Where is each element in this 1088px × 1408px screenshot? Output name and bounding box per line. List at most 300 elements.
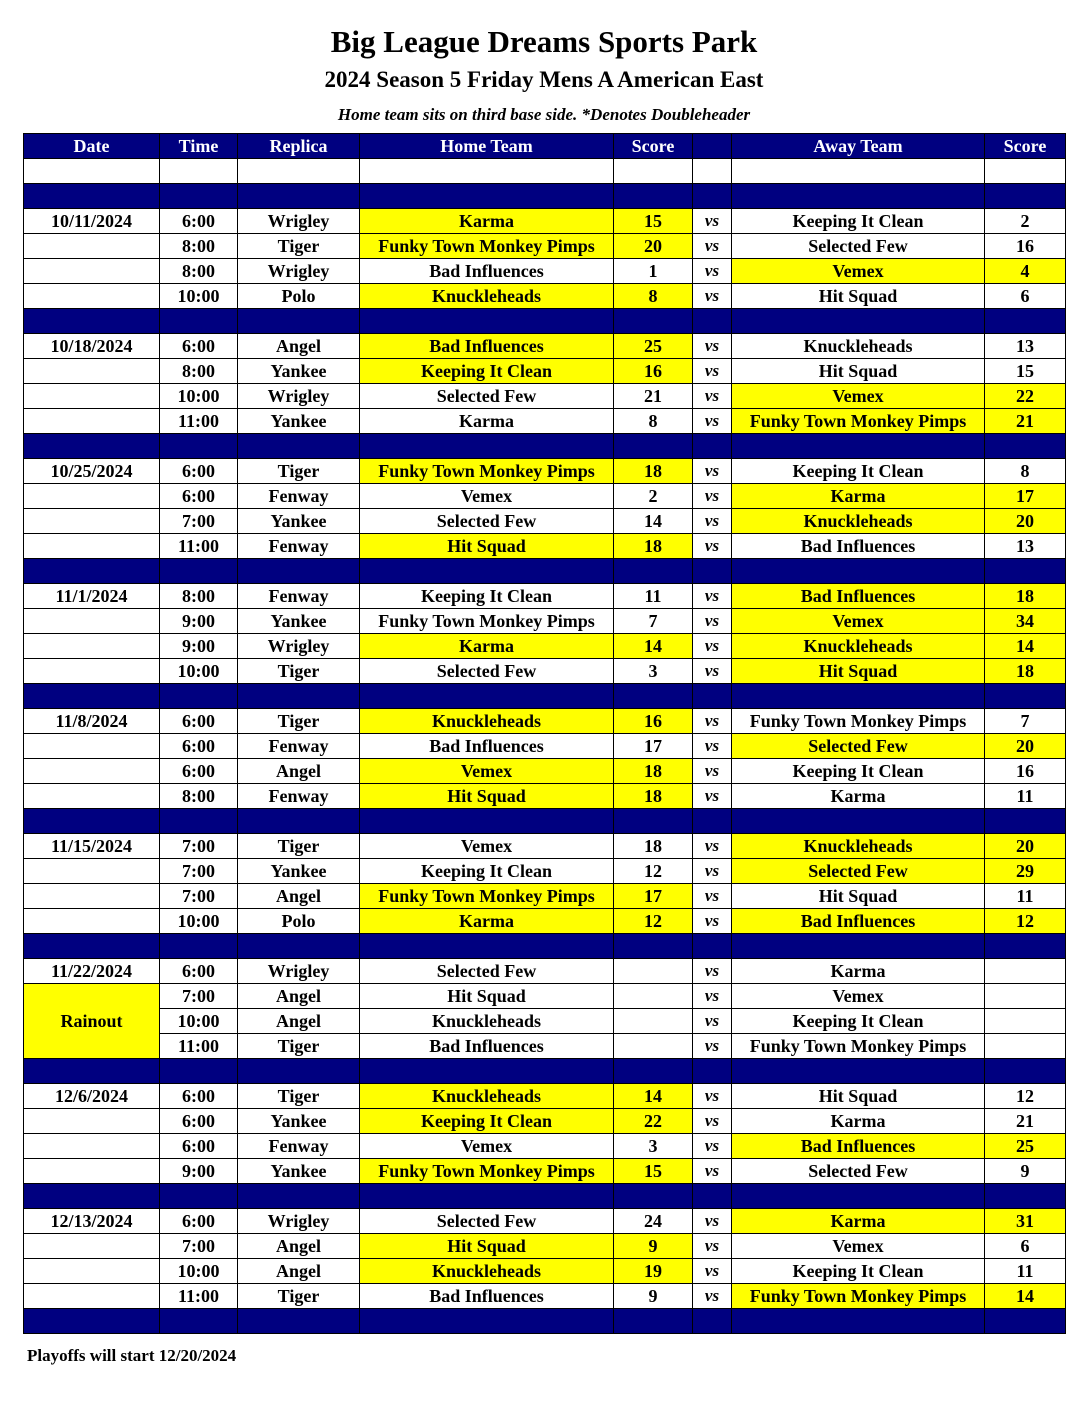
date-cell	[24, 509, 160, 534]
away-team-cell: Bad Influences	[732, 1134, 985, 1159]
home-score-cell: 16	[614, 709, 693, 734]
vs-cell: vs	[693, 209, 732, 234]
home-score-cell: 17	[614, 734, 693, 759]
away-score-cell: 11	[985, 1259, 1066, 1284]
replica-cell: Tiger	[238, 1084, 360, 1109]
replica-cell: Angel	[238, 759, 360, 784]
home-score-cell: 18	[614, 834, 693, 859]
time-cell: 6:00	[160, 1134, 238, 1159]
vs-cell: vs	[693, 784, 732, 809]
home-score-cell	[614, 1034, 693, 1059]
week-separator	[24, 809, 1066, 834]
time-cell: 11:00	[160, 534, 238, 559]
replica-cell: Tiger	[238, 834, 360, 859]
away-score-cell: 18	[985, 584, 1066, 609]
replica-cell: Angel	[238, 1234, 360, 1259]
vs-cell: vs	[693, 1109, 732, 1134]
home-team-cell: Karma	[360, 409, 614, 434]
away-score-cell: 16	[985, 759, 1066, 784]
away-score-cell: 20	[985, 509, 1066, 534]
week-separator	[24, 1059, 1066, 1084]
away-score-cell: 15	[985, 359, 1066, 384]
home-team-cell: Selected Few	[360, 509, 614, 534]
away-score-cell: 2	[985, 209, 1066, 234]
home-team-cell: Knuckleheads	[360, 284, 614, 309]
home-score-cell	[614, 959, 693, 984]
game-row	[24, 834, 1066, 859]
home-team-cell: Hit Squad	[360, 1234, 614, 1259]
vs-cell: vs	[693, 909, 732, 934]
game-row	[24, 359, 1066, 384]
game-row	[24, 909, 1066, 934]
replica-cell: Yankee	[238, 409, 360, 434]
time-cell: 6:00	[160, 1084, 238, 1109]
game-row	[24, 534, 1066, 559]
time-cell: 10:00	[160, 909, 238, 934]
game-row	[24, 984, 1066, 1009]
vs-cell: vs	[693, 859, 732, 884]
time-cell: 8:00	[160, 784, 238, 809]
col-header-replica: Replica	[238, 134, 360, 159]
away-score-cell: 21	[985, 1109, 1066, 1134]
vs-cell: vs	[693, 509, 732, 534]
replica-cell: Fenway	[238, 484, 360, 509]
home-team-cell: Hit Squad	[360, 984, 614, 1009]
game-row	[24, 1109, 1066, 1134]
home-team-cell: Hit Squad	[360, 784, 614, 809]
home-score-cell: 17	[614, 884, 693, 909]
away-score-cell: 12	[985, 1084, 1066, 1109]
home-team-cell: Knuckleheads	[360, 709, 614, 734]
vs-cell: vs	[693, 459, 732, 484]
time-cell: 7:00	[160, 1234, 238, 1259]
vs-cell: vs	[693, 334, 732, 359]
game-row	[24, 659, 1066, 684]
rainout-cell: Rainout	[24, 984, 160, 1059]
home-team-cell: Keeping It Clean	[360, 584, 614, 609]
away-team-cell: Keeping It Clean	[732, 209, 985, 234]
vs-cell: vs	[693, 1084, 732, 1109]
vs-cell: vs	[693, 1234, 732, 1259]
vs-cell: vs	[693, 734, 732, 759]
replica-cell: Yankee	[238, 859, 360, 884]
away-score-cell	[985, 1009, 1066, 1034]
away-team-cell: Funky Town Monkey Pimps	[732, 1034, 985, 1059]
home-score-cell: 18	[614, 459, 693, 484]
away-team-cell: Hit Squad	[732, 884, 985, 909]
game-row	[24, 1159, 1066, 1184]
away-team-cell: Knuckleheads	[732, 334, 985, 359]
vs-cell: vs	[693, 659, 732, 684]
time-cell: 10:00	[160, 659, 238, 684]
replica-cell: Fenway	[238, 584, 360, 609]
away-team-cell: Karma	[732, 784, 985, 809]
home-score-cell: 9	[614, 1284, 693, 1309]
vs-cell: vs	[693, 609, 732, 634]
game-row	[24, 709, 1066, 734]
replica-cell: Wrigley	[238, 384, 360, 409]
vs-cell: vs	[693, 984, 732, 1009]
game-row	[24, 384, 1066, 409]
away-score-cell: 9	[985, 1159, 1066, 1184]
replica-cell: Angel	[238, 884, 360, 909]
away-score-cell: 31	[985, 1209, 1066, 1234]
week-separator	[24, 684, 1066, 709]
away-score-cell	[985, 984, 1066, 1009]
away-team-cell: Hit Squad	[732, 1084, 985, 1109]
replica-cell: Wrigley	[238, 209, 360, 234]
time-cell: 7:00	[160, 859, 238, 884]
col-header-home-team: Home Team	[360, 134, 614, 159]
game-row	[24, 884, 1066, 909]
replica-cell: Tiger	[238, 1034, 360, 1059]
away-team-cell: Keeping It Clean	[732, 1259, 985, 1284]
home-team-cell: Vemex	[360, 759, 614, 784]
game-row	[24, 1009, 1066, 1034]
vs-cell: vs	[693, 1159, 732, 1184]
date-cell: 12/6/2024	[24, 1084, 160, 1109]
date-cell	[24, 634, 160, 659]
time-cell: 11:00	[160, 1284, 238, 1309]
away-team-cell: Funky Town Monkey Pimps	[732, 709, 985, 734]
vs-cell: vs	[693, 1284, 732, 1309]
home-team-cell: Selected Few	[360, 384, 614, 409]
home-score-cell: 25	[614, 334, 693, 359]
home-score-cell: 12	[614, 909, 693, 934]
home-team-cell: Knuckleheads	[360, 1009, 614, 1034]
game-row	[24, 509, 1066, 534]
date-cell	[24, 659, 160, 684]
away-score-cell: 13	[985, 534, 1066, 559]
time-cell: 10:00	[160, 1259, 238, 1284]
away-score-cell: 14	[985, 634, 1066, 659]
replica-cell: Fenway	[238, 1134, 360, 1159]
away-team-cell: Karma	[732, 1209, 985, 1234]
away-score-cell	[985, 959, 1066, 984]
replica-cell: Yankee	[238, 509, 360, 534]
week-separator	[24, 309, 1066, 334]
week-separator	[24, 1184, 1066, 1209]
replica-cell: Fenway	[238, 734, 360, 759]
home-team-cell: Bad Influences	[360, 734, 614, 759]
date-cell	[24, 909, 160, 934]
away-team-cell: Vemex	[732, 609, 985, 634]
date-cell: 12/13/2024	[24, 1209, 160, 1234]
away-score-cell: 29	[985, 859, 1066, 884]
away-team-cell: Bad Influences	[732, 534, 985, 559]
away-team-cell: Selected Few	[732, 734, 985, 759]
date-cell	[24, 734, 160, 759]
time-cell: 6:00	[160, 709, 238, 734]
away-team-cell: Hit Squad	[732, 659, 985, 684]
col-header-away-team: Away Team	[732, 134, 985, 159]
date-cell	[24, 484, 160, 509]
home-score-cell: 8	[614, 284, 693, 309]
away-team-cell: Selected Few	[732, 1159, 985, 1184]
away-team-cell: Knuckleheads	[732, 834, 985, 859]
date-cell	[24, 534, 160, 559]
date-cell	[24, 1109, 160, 1134]
home-team-cell: Keeping It Clean	[360, 1109, 614, 1134]
home-team-cell: Knuckleheads	[360, 1259, 614, 1284]
away-score-cell: 21	[985, 409, 1066, 434]
time-cell: 6:00	[160, 209, 238, 234]
replica-cell: Angel	[238, 984, 360, 1009]
away-team-cell: Vemex	[732, 1234, 985, 1259]
game-row	[24, 209, 1066, 234]
away-score-cell: 25	[985, 1134, 1066, 1159]
home-team-cell: Funky Town Monkey Pimps	[360, 234, 614, 259]
home-score-cell: 8	[614, 409, 693, 434]
game-row	[24, 1084, 1066, 1109]
replica-cell: Wrigley	[238, 1209, 360, 1234]
home-score-cell: 20	[614, 234, 693, 259]
game-row	[24, 1209, 1066, 1234]
page-title: Big League Dreams Sports Park	[330, 24, 758, 59]
away-team-cell: Vemex	[732, 984, 985, 1009]
home-team-cell: Selected Few	[360, 959, 614, 984]
game-row	[24, 484, 1066, 509]
away-team-cell: Keeping It Clean	[732, 459, 985, 484]
date-cell: 10/11/2024	[24, 209, 160, 234]
schedule-note: Home team sits on third base side. *Denotes Doubleheader	[337, 105, 751, 124]
replica-cell: Wrigley	[238, 634, 360, 659]
date-cell	[24, 259, 160, 284]
away-score-cell: 6	[985, 1234, 1066, 1259]
away-team-cell: Karma	[732, 1109, 985, 1134]
date-cell	[24, 759, 160, 784]
replica-cell: Yankee	[238, 1159, 360, 1184]
game-row	[24, 1259, 1066, 1284]
time-cell: 11:00	[160, 409, 238, 434]
home-team-cell: Hit Squad	[360, 534, 614, 559]
game-row	[24, 734, 1066, 759]
date-cell	[24, 1134, 160, 1159]
game-row	[24, 259, 1066, 284]
away-score-cell: 18	[985, 659, 1066, 684]
vs-cell: vs	[693, 584, 732, 609]
schedule-table	[23, 133, 1066, 1334]
home-team-cell: Funky Town Monkey Pimps	[360, 884, 614, 909]
vs-cell: vs	[693, 234, 732, 259]
away-team-cell: Keeping It Clean	[732, 759, 985, 784]
home-score-cell: 22	[614, 1109, 693, 1134]
date-cell	[24, 359, 160, 384]
vs-cell: vs	[693, 359, 732, 384]
replica-cell: Yankee	[238, 359, 360, 384]
replica-cell: Angel	[238, 1259, 360, 1284]
time-cell: 7:00	[160, 884, 238, 909]
date-cell: 10/25/2024	[24, 459, 160, 484]
vs-cell: vs	[693, 484, 732, 509]
time-cell: 8:00	[160, 234, 238, 259]
home-team-cell: Keeping It Clean	[360, 859, 614, 884]
home-team-cell: Vemex	[360, 1134, 614, 1159]
away-team-cell: Hit Squad	[732, 284, 985, 309]
week-separator	[24, 184, 1066, 209]
away-team-cell: Selected Few	[732, 859, 985, 884]
date-cell: 11/1/2024	[24, 584, 160, 609]
away-score-cell: 20	[985, 734, 1066, 759]
vs-cell: vs	[693, 1209, 732, 1234]
date-cell	[24, 234, 160, 259]
home-score-cell: 14	[614, 634, 693, 659]
replica-cell: Tiger	[238, 1284, 360, 1309]
home-score-cell: 18	[614, 759, 693, 784]
home-score-cell: 3	[614, 1134, 693, 1159]
time-cell: 7:00	[160, 834, 238, 859]
time-cell: 6:00	[160, 459, 238, 484]
home-team-cell: Bad Influences	[360, 1284, 614, 1309]
away-score-cell: 16	[985, 234, 1066, 259]
replica-cell: Fenway	[238, 534, 360, 559]
game-row	[24, 584, 1066, 609]
date-cell	[24, 384, 160, 409]
page-subtitle: 2024 Season 5 Friday Mens A American East	[324, 67, 764, 92]
away-score-cell: 13	[985, 334, 1066, 359]
home-team-cell: Funky Town Monkey Pimps	[360, 459, 614, 484]
replica-cell: Yankee	[238, 609, 360, 634]
col-header-date: Date	[24, 134, 160, 159]
time-cell: 9:00	[160, 1159, 238, 1184]
away-score-cell: 20	[985, 834, 1066, 859]
time-cell: 10:00	[160, 384, 238, 409]
vs-cell: vs	[693, 284, 732, 309]
game-row	[24, 1034, 1066, 1059]
away-score-cell: 12	[985, 909, 1066, 934]
game-row	[24, 234, 1066, 259]
time-cell: 8:00	[160, 584, 238, 609]
home-team-cell: Selected Few	[360, 1209, 614, 1234]
home-score-cell: 11	[614, 584, 693, 609]
blank-row	[24, 159, 1066, 184]
vs-cell: vs	[693, 959, 732, 984]
date-cell: 11/22/2024	[24, 959, 160, 984]
away-score-cell: 8	[985, 459, 1066, 484]
home-team-cell: Karma	[360, 909, 614, 934]
away-score-cell: 6	[985, 284, 1066, 309]
away-team-cell: Vemex	[732, 384, 985, 409]
home-team-cell: Karma	[360, 634, 614, 659]
home-score-cell: 2	[614, 484, 693, 509]
away-score-cell: 34	[985, 609, 1066, 634]
col-header-away-score: Score	[985, 134, 1066, 159]
away-score-cell	[985, 1034, 1066, 1059]
away-score-cell: 22	[985, 384, 1066, 409]
game-row	[24, 1134, 1066, 1159]
schedule-body	[24, 159, 1066, 1334]
vs-cell: vs	[693, 409, 732, 434]
home-team-cell: Selected Few	[360, 659, 614, 684]
away-team-cell: Bad Influences	[732, 909, 985, 934]
game-row	[24, 1284, 1066, 1309]
time-cell: 6:00	[160, 1109, 238, 1134]
header-row	[24, 134, 1066, 159]
col-header-time: Time	[160, 134, 238, 159]
home-score-cell: 21	[614, 384, 693, 409]
replica-cell: Angel	[238, 334, 360, 359]
game-row	[24, 409, 1066, 434]
home-team-cell: Knuckleheads	[360, 1084, 614, 1109]
game-row	[24, 759, 1066, 784]
date-cell	[24, 784, 160, 809]
home-score-cell: 16	[614, 359, 693, 384]
date-cell	[24, 409, 160, 434]
time-cell: 6:00	[160, 734, 238, 759]
home-score-cell: 18	[614, 534, 693, 559]
time-cell: 9:00	[160, 634, 238, 659]
date-cell	[24, 1259, 160, 1284]
vs-cell: vs	[693, 259, 732, 284]
replica-cell: Polo	[238, 909, 360, 934]
away-score-cell: 17	[985, 484, 1066, 509]
away-team-cell: Selected Few	[732, 234, 985, 259]
vs-cell: vs	[693, 1259, 732, 1284]
game-row	[24, 284, 1066, 309]
replica-cell: Tiger	[238, 709, 360, 734]
replica-cell: Tiger	[238, 659, 360, 684]
away-score-cell: 4	[985, 259, 1066, 284]
home-team-cell: Funky Town Monkey Pimps	[360, 609, 614, 634]
time-cell: 6:00	[160, 484, 238, 509]
col-header-vs	[693, 134, 732, 159]
game-row	[24, 1234, 1066, 1259]
away-score-cell: 14	[985, 1284, 1066, 1309]
home-team-cell: Keeping It Clean	[360, 359, 614, 384]
time-cell: 10:00	[160, 1009, 238, 1034]
away-score-cell: 7	[985, 709, 1066, 734]
time-cell: 11:00	[160, 1034, 238, 1059]
home-score-cell	[614, 984, 693, 1009]
home-score-cell: 3	[614, 659, 693, 684]
home-score-cell: 15	[614, 209, 693, 234]
replica-cell: Angel	[238, 1009, 360, 1034]
time-cell: 8:00	[160, 259, 238, 284]
away-team-cell: Knuckleheads	[732, 509, 985, 534]
vs-cell: vs	[693, 884, 732, 909]
game-row	[24, 959, 1066, 984]
date-cell	[24, 859, 160, 884]
away-team-cell: Funky Town Monkey Pimps	[732, 409, 985, 434]
home-score-cell	[614, 1009, 693, 1034]
home-score-cell: 9	[614, 1234, 693, 1259]
time-cell: 9:00	[160, 609, 238, 634]
week-separator	[24, 1309, 1066, 1334]
away-team-cell: Keeping It Clean	[732, 1009, 985, 1034]
time-cell: 7:00	[160, 509, 238, 534]
away-team-cell: Vemex	[732, 259, 985, 284]
date-cell	[24, 284, 160, 309]
home-score-cell: 12	[614, 859, 693, 884]
home-team-cell: Bad Influences	[360, 259, 614, 284]
vs-cell: vs	[693, 1009, 732, 1034]
away-score-cell: 11	[985, 784, 1066, 809]
replica-cell: Wrigley	[238, 959, 360, 984]
home-score-cell: 24	[614, 1209, 693, 1234]
vs-cell: vs	[693, 709, 732, 734]
home-team-cell: Vemex	[360, 834, 614, 859]
home-team-cell: Bad Influences	[360, 334, 614, 359]
game-row	[24, 859, 1066, 884]
game-row	[24, 334, 1066, 359]
home-score-cell: 14	[614, 509, 693, 534]
vs-cell: vs	[693, 1034, 732, 1059]
time-cell: 6:00	[160, 759, 238, 784]
date-cell	[24, 1159, 160, 1184]
vs-cell: vs	[693, 834, 732, 859]
home-score-cell: 7	[614, 609, 693, 634]
col-header-home-score: Score	[614, 134, 693, 159]
